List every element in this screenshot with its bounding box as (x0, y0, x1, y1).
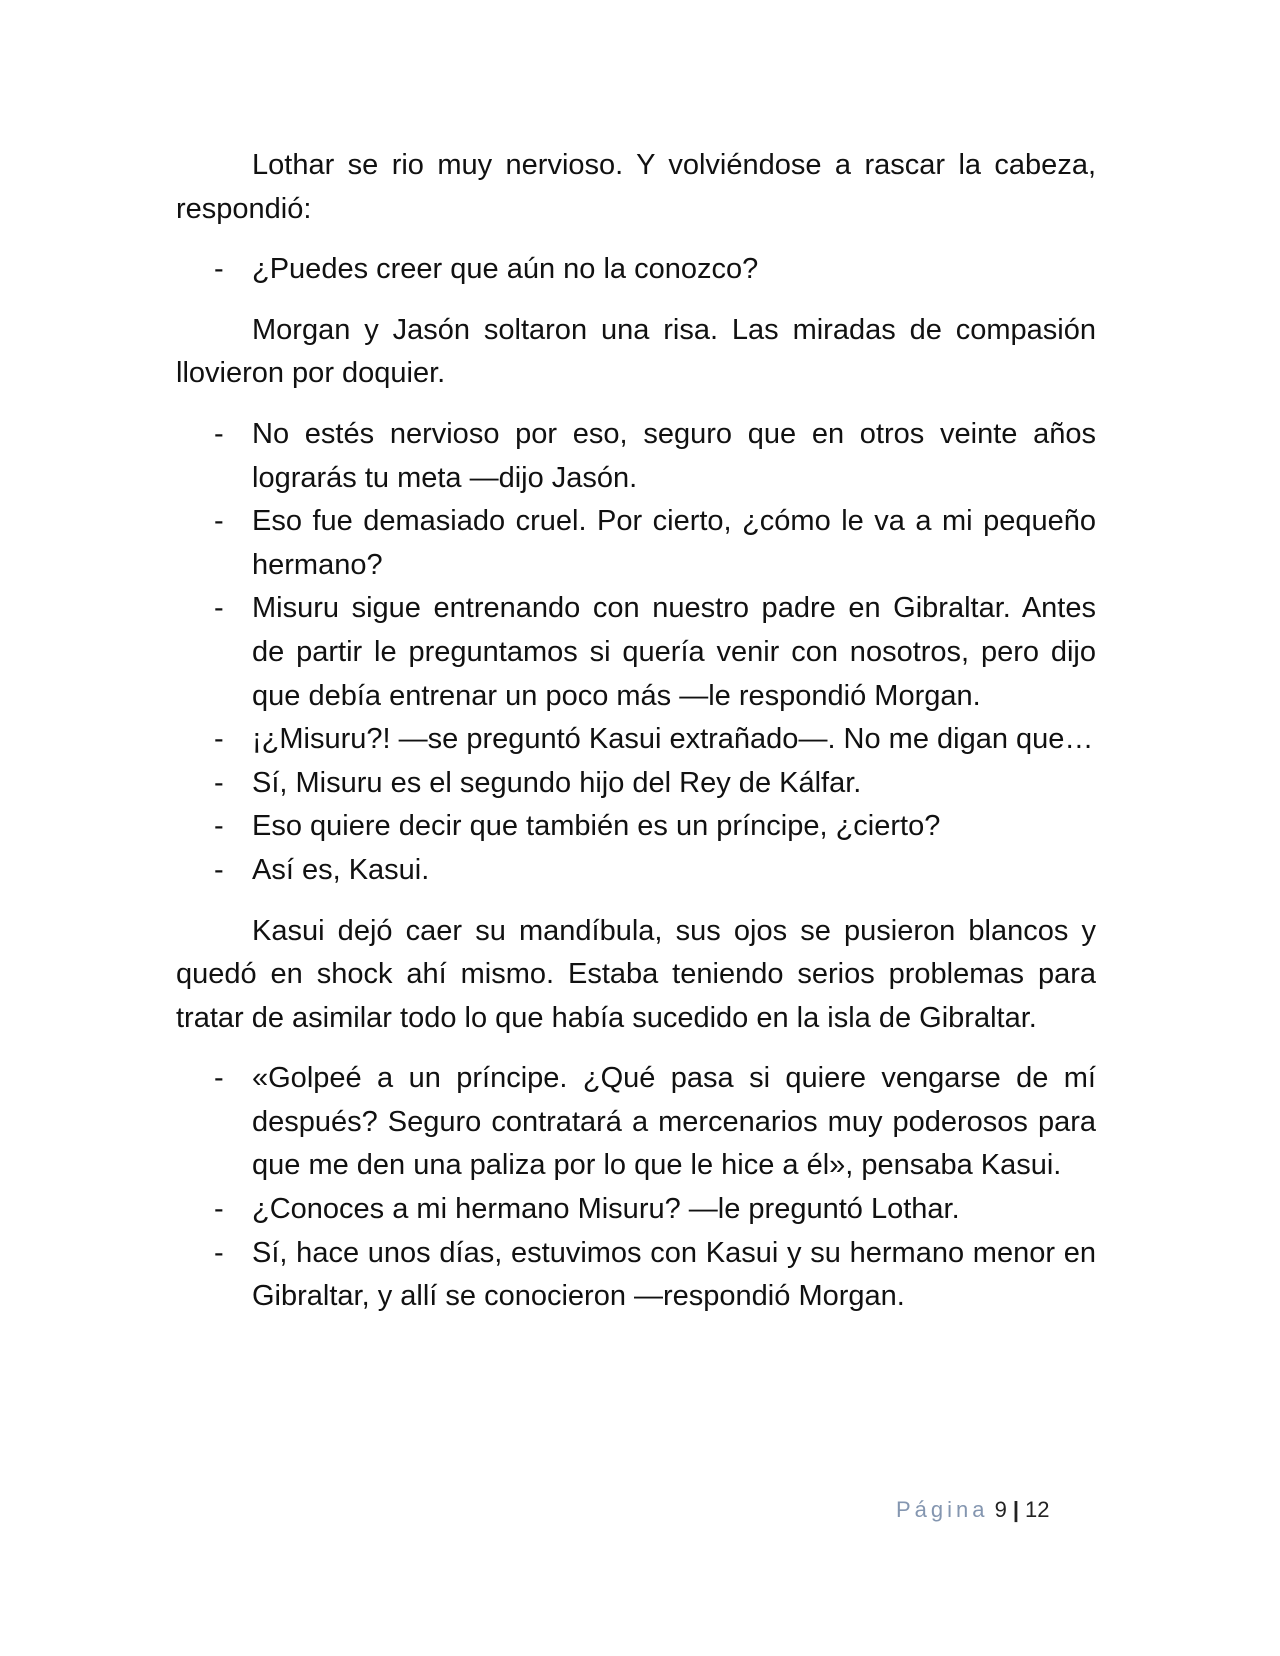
dialogue-dash: - (214, 253, 224, 286)
paragraph: Lothar se rio muy nervioso. Y volviéndose a rascar la cabeza, respondió: (176, 149, 1096, 225)
dialogue-text: «Golpeé a un príncipe. ¿Qué pasa si quiere vengarse de mí después? Seguro contratará a mercenarios muy poderosos para que me den una paliza por lo que le hice a él», pensaba Kasui. (252, 1062, 1096, 1182)
dialogue-list (176, 248, 1096, 292)
dialogue-line (176, 248, 1096, 292)
dialogue-text: ¡¿Misuru?! —se preguntó Kasui extrañado—. No me digan que… (252, 723, 1094, 756)
dialogue-line (176, 1188, 1096, 1232)
dialogue-dash: - (214, 1193, 224, 1226)
dialogue-text: Misuru sigue entrenando con nuestro padre en Gibraltar. Antes de partir le preguntamos si quería venir con nosotros, pero dijo que debía entrenar un poco más —le respondió Morgan. (252, 592, 1096, 712)
dialogue-line (176, 1232, 1096, 1319)
dialogue-dash: - (214, 723, 224, 756)
dialogue-dash: - (214, 1236, 224, 1269)
dialogue-dash: - (214, 592, 224, 625)
dialogue-line (176, 587, 1096, 718)
dialogue-list (176, 413, 1096, 893)
current-page-number: 9 (994, 1497, 1007, 1522)
dialogue-text: Sí, Misuru es el segundo hijo del Rey de Kálfar. (252, 766, 862, 799)
dialogue-text: Así es, Kasui. (252, 853, 430, 886)
dialogue-text: Eso fue demasiado cruel. Por cierto, ¿cómo le va a mi pequeño hermano? (252, 505, 1096, 581)
dialogue-dash: - (214, 853, 224, 886)
page-body (176, 144, 1096, 1336)
dialogue-dash: - (214, 505, 224, 538)
dialogue-text: No estés nervioso por eso, seguro que en otros veinte años lograrás tu meta —dijo Jasón. (252, 417, 1096, 494)
dialogue-line (176, 762, 1096, 806)
dialogue-list (176, 1057, 1096, 1319)
paragraph: Morgan y Jasón soltaron una risa. Las miradas de compasión llovieron por doquier. (176, 313, 1096, 390)
dialogue-line (176, 718, 1096, 762)
paragraph: Kasui dejó caer su mandíbula, sus ojos se pusieron blancos y quedó en shock ahí mismo. Estaba teniendo serios problemas para tratar de asimilar todo lo que había sucedido en la isla de Gibraltar. (176, 914, 1096, 1034)
page-label: Página (896, 1497, 989, 1522)
dialogue-dash: - (214, 810, 224, 843)
dialogue-dash: - (214, 1062, 224, 1095)
dialogue-line (176, 413, 1096, 500)
dialogue-line (176, 805, 1096, 849)
dialogue-line (176, 849, 1096, 893)
dialogue-dash: - (214, 766, 224, 799)
dialogue-dash: - (214, 417, 224, 450)
dialogue-text: Eso quiere decir que también es un príncipe, ¿cierto? (252, 810, 941, 843)
total-pages-number: 12 (1025, 1497, 1050, 1522)
dialogue-line (176, 500, 1096, 587)
dialogue-text: Sí, hace unos días, estuvimos con Kasui y su hermano menor en Gibraltar, y allí se conocieron —respondió Morgan. (252, 1236, 1096, 1313)
dialogue-line (176, 1057, 1096, 1188)
page-separator: | (1012, 1497, 1020, 1522)
dialogue-text: ¿Puedes creer que aún no la conozco? (252, 253, 759, 286)
dialogue-text: ¿Conoces a mi hermano Misuru? —le preguntó Lothar. (252, 1193, 960, 1226)
page-footer (896, 1497, 1050, 1523)
